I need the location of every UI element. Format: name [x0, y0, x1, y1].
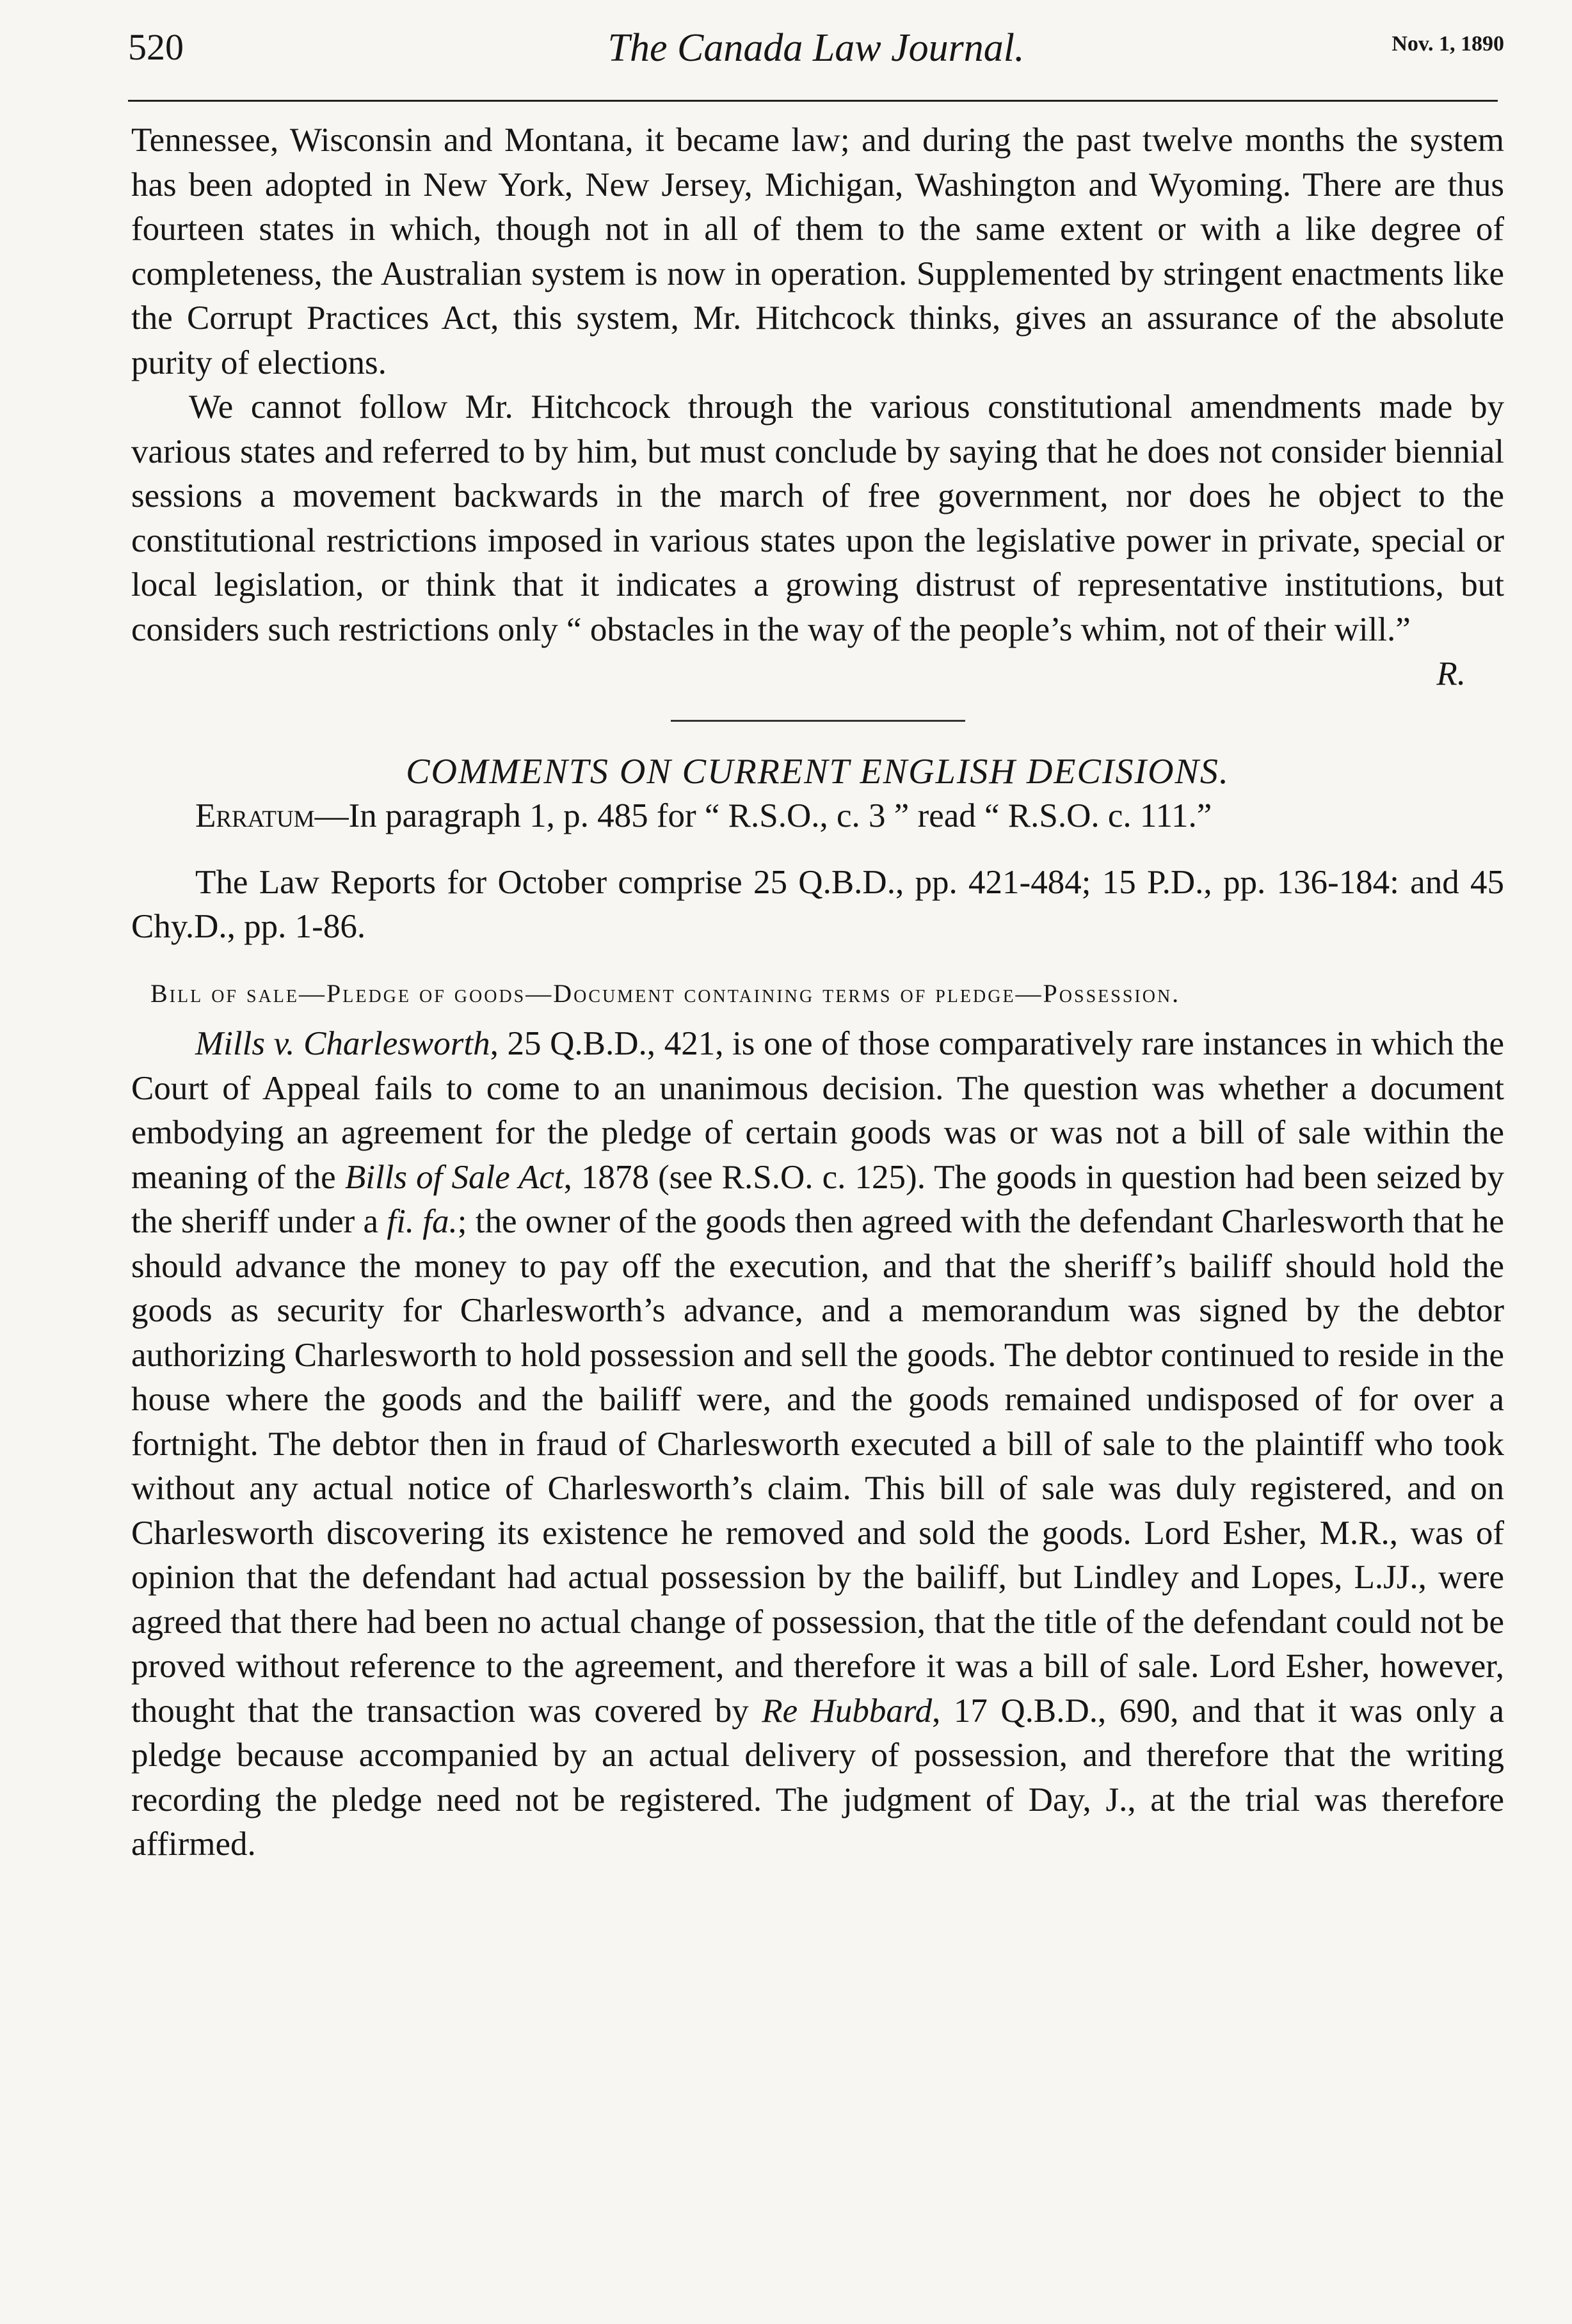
act-name: Bills of Sale Act: [344, 1158, 564, 1196]
section-heading: COMMENTS ON CURRENT ENGLISH DECISIONS.: [406, 751, 1230, 792]
law-reports-summary: The Law Reports for October comprise 25 Q.B.D., pp. 421-484; 15 P.D., pp. 136-184: and 45 Chy.D., pp. 1-86.: [131, 863, 1504, 945]
case-text-2: , 1878 (see R.S.O. c. 125). The goods in question had been seized by the sheriff under a: [131, 1158, 1504, 1240]
case-name: Mills v. Charlesworth: [195, 1025, 490, 1062]
paragraph-hitchcock: We cannot follow Mr. Hitchcock through the various constitutional amendments made by various states and referred to by him, but must conclude by saying that he does not consider biennial sessions a movement backwards in the march of free government, nor does he object to the constitutional restrictions imposed in various states upon the legislative power in private, special or local legislation, or think that it indicates a growing distrust of representative institutions, but considers such restrictions only “ obstacles in the way of the people’s whim, not of their will.”: [131, 388, 1504, 648]
erratum-note: [131, 794, 1504, 839]
writ-name: fi. fa.: [387, 1203, 458, 1240]
header-rule: [128, 100, 1498, 102]
article-body: [131, 118, 1504, 1867]
case-paragraph: [131, 1022, 1504, 1867]
cited-case: Re Hubbard: [762, 1692, 933, 1730]
author-signature: R.: [1436, 655, 1466, 692]
erratum-label: Erratum: [195, 797, 315, 834]
journal-title: The Canada Law Journal.: [607, 26, 1025, 70]
case-text-1: , 25 Q.B.D., 421, is one of those comparatively rare instances in which the Court of Appeal fails to come to an unanimous decision. The question was whether a document embodying an agreement for the pledge of certain goods was or was not a bill of sale within the meaning of the: [131, 1025, 1505, 1196]
section-divider: [671, 720, 965, 722]
running-header: [128, 26, 1504, 96]
erratum-text: —In paragraph 1, p. 485 for “ R.S.O., c. 3 ” read “ R.S.O. c. 111.”: [314, 797, 1212, 834]
case-text-3: ; the owner of the goods then agreed with the defendant Charlesworth that he should advance the money to pay off the execution, and that the sheriff’s bailiff should hold the goods as security for Charlesworth’s advance, and a memorandum was signed by the debtor authorizing Charlesworth to hold possession and sell the goods. The debtor continued to reside in the house where the goods and the bailiff were, and the goods remained undisposed of for over a fortnight. The debtor then in fraud of Charlesworth executed a bill of sale to the plaintiff who took without any actual notice of Charlesworth’s claim. This bill of sale was duly registered, and on Charlesworth discovering its existence he removed and sold the goods. Lord Esher, M.R., was of opinion that the defendant had actual possession by the bailiff, but Lindley and Lopes, L.JJ., were agreed that there had been no actual change of possession, that the title of the defendant could not be proved without reference to the agreement, and therefore it was a bill of sale. Lord Esher, however, thought that the transaction was covered by: [131, 1203, 1504, 1730]
page-number: 520: [128, 26, 184, 68]
issue-date: Nov. 1, 1890: [1392, 32, 1504, 56]
case-text-4: , 17 Q.B.D., 690, and that it was only a pledge because accompanied by an actual delivery of possession, and therefore that the writing recording the pledge need not be registered. The judgment of Day, J., at the trial was therefore affirmed.: [131, 1692, 1504, 1863]
paragraph-continued: Tennessee, Wisconsin and Montana, it became law; and during the past twelve months the system has been adopted in New York, New Jersey, Michigan, Washington and Wyoming. There are thus fourteen states in which, though not in all of them to the same extent or with a like degree of completeness, the Australian system is now in operation. Supplemented by stringent enactments like the Corrupt Practices Act, this system, Mr. Hitchcock thinks, gives an assurance of the absolute purity of elections.: [131, 122, 1504, 381]
topic-heading: Bill of sale—Pledge of goods—Document containing terms of pledge—Possession.: [150, 978, 1181, 1008]
